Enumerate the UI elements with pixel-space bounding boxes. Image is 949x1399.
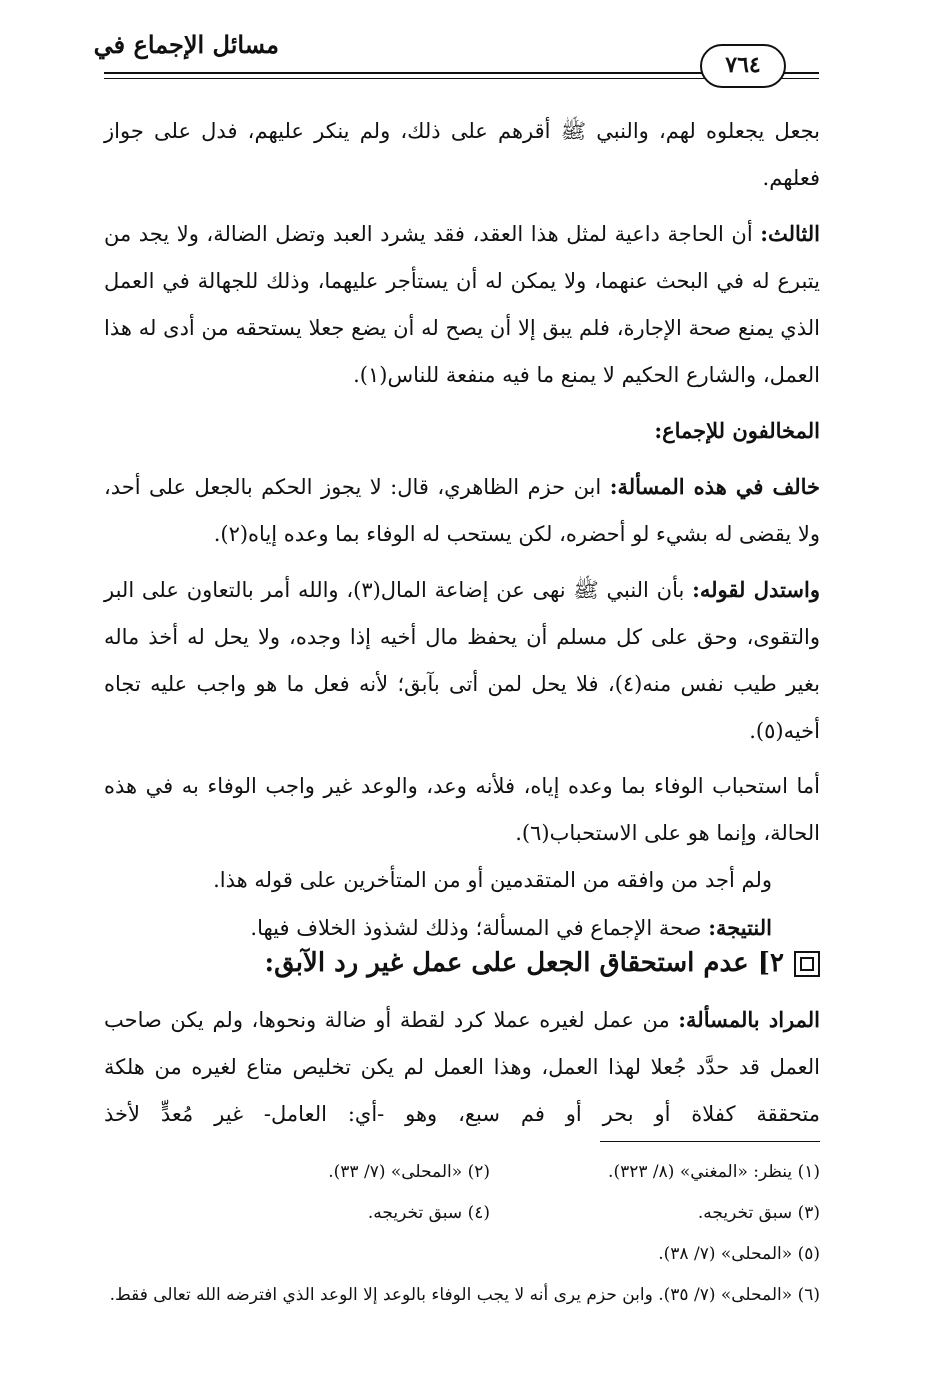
section-heading xyxy=(104,937,820,989)
footnote-2: (٢) «المحلى» (٧/ ٣٣). xyxy=(328,1162,490,1182)
paragraph-text: أما استحباب الوفاء بما وعده إياه، فلأنه وعد، والوعد غير واجب الوفاء به في هذه الحالة، وإنما هو على الاستحباب(٦). xyxy=(104,774,820,845)
footnote-4: (٤) سبق تخريجه. xyxy=(367,1203,490,1223)
paragraph-lead: واستدل لقوله: xyxy=(692,577,820,602)
subheading: المخالفون للإجماع: xyxy=(654,418,820,443)
main-text-bottom xyxy=(104,996,820,1138)
footnote-row xyxy=(104,1193,820,1234)
paragraph-text: أن الحاجة داعية لمثل هذا العقد، فقد يشرد العبد وتضل الضالة، ولا يجد من يتبرع له في البحث عنهما، ولا يمكن له أن يستأجر عليهما، وذلك للجهالة في العمل الذي يمنع صحة الإجارة، فلم يبق إلا أن يصح له أن يضع جعلا يستحقه من أدى له هذا العمل، والشارع الحكيم لا يمنع ما فيه منفعة للناس(١). xyxy=(104,222,820,387)
paragraph-lead: النتيجة: xyxy=(708,915,772,940)
paragraph-lead: خالف في هذه المسألة: xyxy=(609,474,820,499)
paragraph-text: بجعل يجعلوه لهم، والنبي ﷺ أقرهم على ذلك، ولم ينكر عليهم، فدل على جواز فعلهم. xyxy=(104,119,820,190)
paragraph xyxy=(104,463,820,558)
section-heading-text: ٢] عدم استحقاق الجعل على عمل غير رد الآبق: xyxy=(264,948,784,978)
paragraph xyxy=(104,210,820,399)
paragraph xyxy=(104,763,820,857)
footnote-rule xyxy=(600,1141,820,1142)
paragraph-lead: المراد بالمسألة: xyxy=(678,1007,820,1032)
footnotes xyxy=(104,1152,820,1316)
paragraph-text: ابن حزم الظاهري، قال: لا يجوز الحكم بالجعل على أحد، ولا يقضى له بشيء لو أحضره، لكن يستحب له الوفاء بما وعده إياه(٢). xyxy=(104,475,820,546)
paragraph xyxy=(104,857,820,904)
document-icon xyxy=(794,951,820,977)
footnote-3: (٣) سبق تخريجه. xyxy=(697,1203,820,1223)
paragraph-text: ولم أجد من وافقه من المتقدمين أو من المتأخرين على قوله هذا. xyxy=(213,868,772,892)
paragraph xyxy=(104,407,820,455)
paragraph xyxy=(104,566,820,755)
paragraph-text: بأن النبي ﷺ نهى عن إضاعة المال(٣)، والله أمر بالتعاون على البر والتقوى، وحق على كل مسلم أن يحفظ مال أخيه إذا وجده، ولا يحل له أخذ ماله بغير طيب نفس منه(٤)، فلا يحل لمن أتى بآبق؛ لأنه فعل ما هو واجب عليه تجاه أخيه(٥). xyxy=(104,578,820,743)
footnote-1: (١) ينظر: «المغني» (٨/ ٣٢٣). xyxy=(608,1162,820,1182)
running-title: مسائل الإجماع في xyxy=(93,30,279,59)
paragraph xyxy=(104,108,820,202)
page-number: ٧٦٤ xyxy=(700,44,786,88)
footnote-6: (٦) «المحلى» (٧/ ٣٥). وابن حزم يرى أنه لا يجب الوفاء بالوعد إلا الوعد الذي افترضه الله تعالى فقط. xyxy=(109,1285,820,1305)
paragraph-text: من عمل لغيره عملا كرد لقطة أو ضالة ونحوها، ولم يكن صاحب العمل قد حدَّد جُعلا لهذا العمل، وهذا العمل لم يكن تخليص متاع لغيره من هلكة متحققة كفلاة أو بحر أو فم سبع، وهو -أي: العامل- غير مُعدٍّ لأخذ xyxy=(104,1008,820,1126)
paragraph-lead: الثالث: xyxy=(760,221,820,246)
paragraph xyxy=(104,996,820,1138)
paragraph-text: صحة الإجماع في المسألة؛ وذلك لشذوذ الخلاف فيها. xyxy=(250,916,702,940)
main-text-top xyxy=(104,108,820,952)
footnote-5: (٥) «المحلى» (٧/ ٣٨). xyxy=(658,1244,820,1264)
footnote-row xyxy=(104,1152,820,1193)
